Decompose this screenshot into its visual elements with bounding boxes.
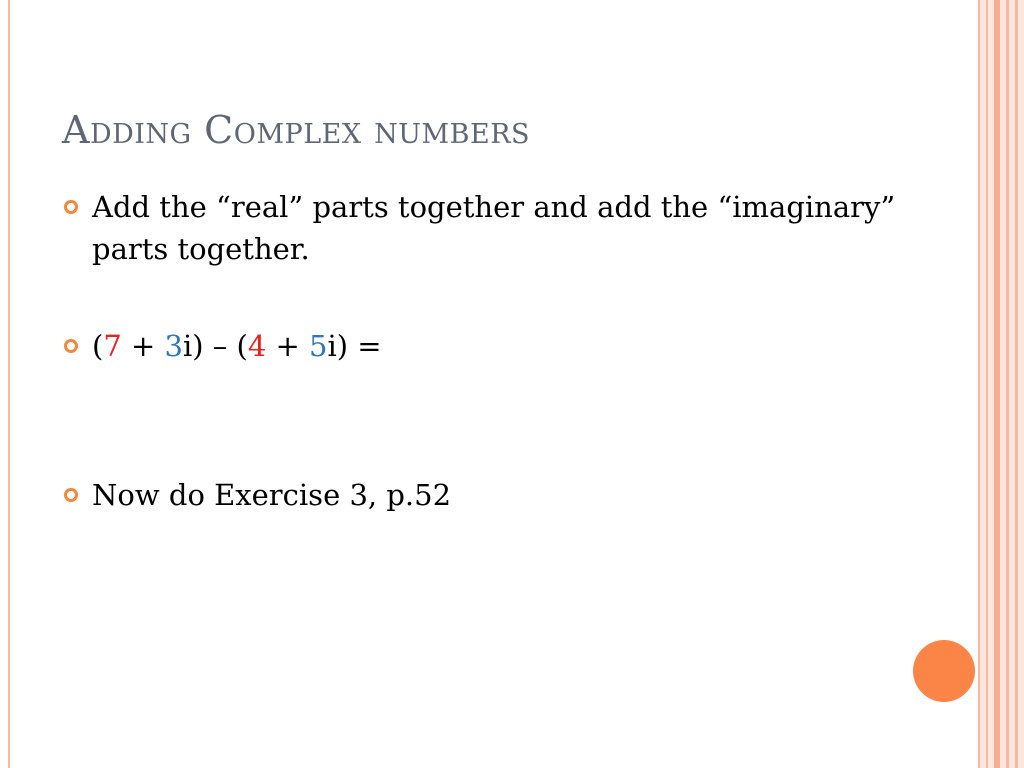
bullet-text: Add the “real” parts together and add the “imaginary” parts together.	[92, 190, 896, 266]
right-stripe	[1006, 0, 1009, 768]
imaginary-part-2: 5	[309, 329, 328, 363]
real-part-2: 4	[247, 329, 267, 363]
bullet-text: Now do Exercise 3, p.52	[92, 478, 452, 512]
bullet-item	[62, 186, 922, 270]
right-stripe	[1015, 0, 1018, 768]
complex-expression	[92, 325, 922, 367]
bullet-circle-icon	[64, 488, 78, 502]
slide-title: Adding Complex numbers	[62, 108, 531, 152]
expression-paren: (	[92, 329, 104, 363]
expression-operator: +	[266, 329, 310, 363]
right-stripe	[994, 0, 1000, 768]
left-border-line	[8, 0, 10, 768]
right-stripe	[978, 0, 980, 768]
imaginary-part-1: 3	[164, 329, 183, 363]
expression-operator: i) – (	[182, 329, 248, 363]
expression-operator: +	[121, 329, 165, 363]
bullet-item	[62, 325, 922, 367]
real-part-1: 7	[103, 329, 122, 363]
right-stripe	[986, 0, 988, 768]
bullet-circle-icon	[64, 200, 78, 214]
bullet-circle-icon	[64, 339, 78, 353]
bullet-item	[62, 474, 922, 516]
accent-circle-icon	[913, 640, 975, 702]
expression-operator: i) =	[327, 329, 382, 363]
